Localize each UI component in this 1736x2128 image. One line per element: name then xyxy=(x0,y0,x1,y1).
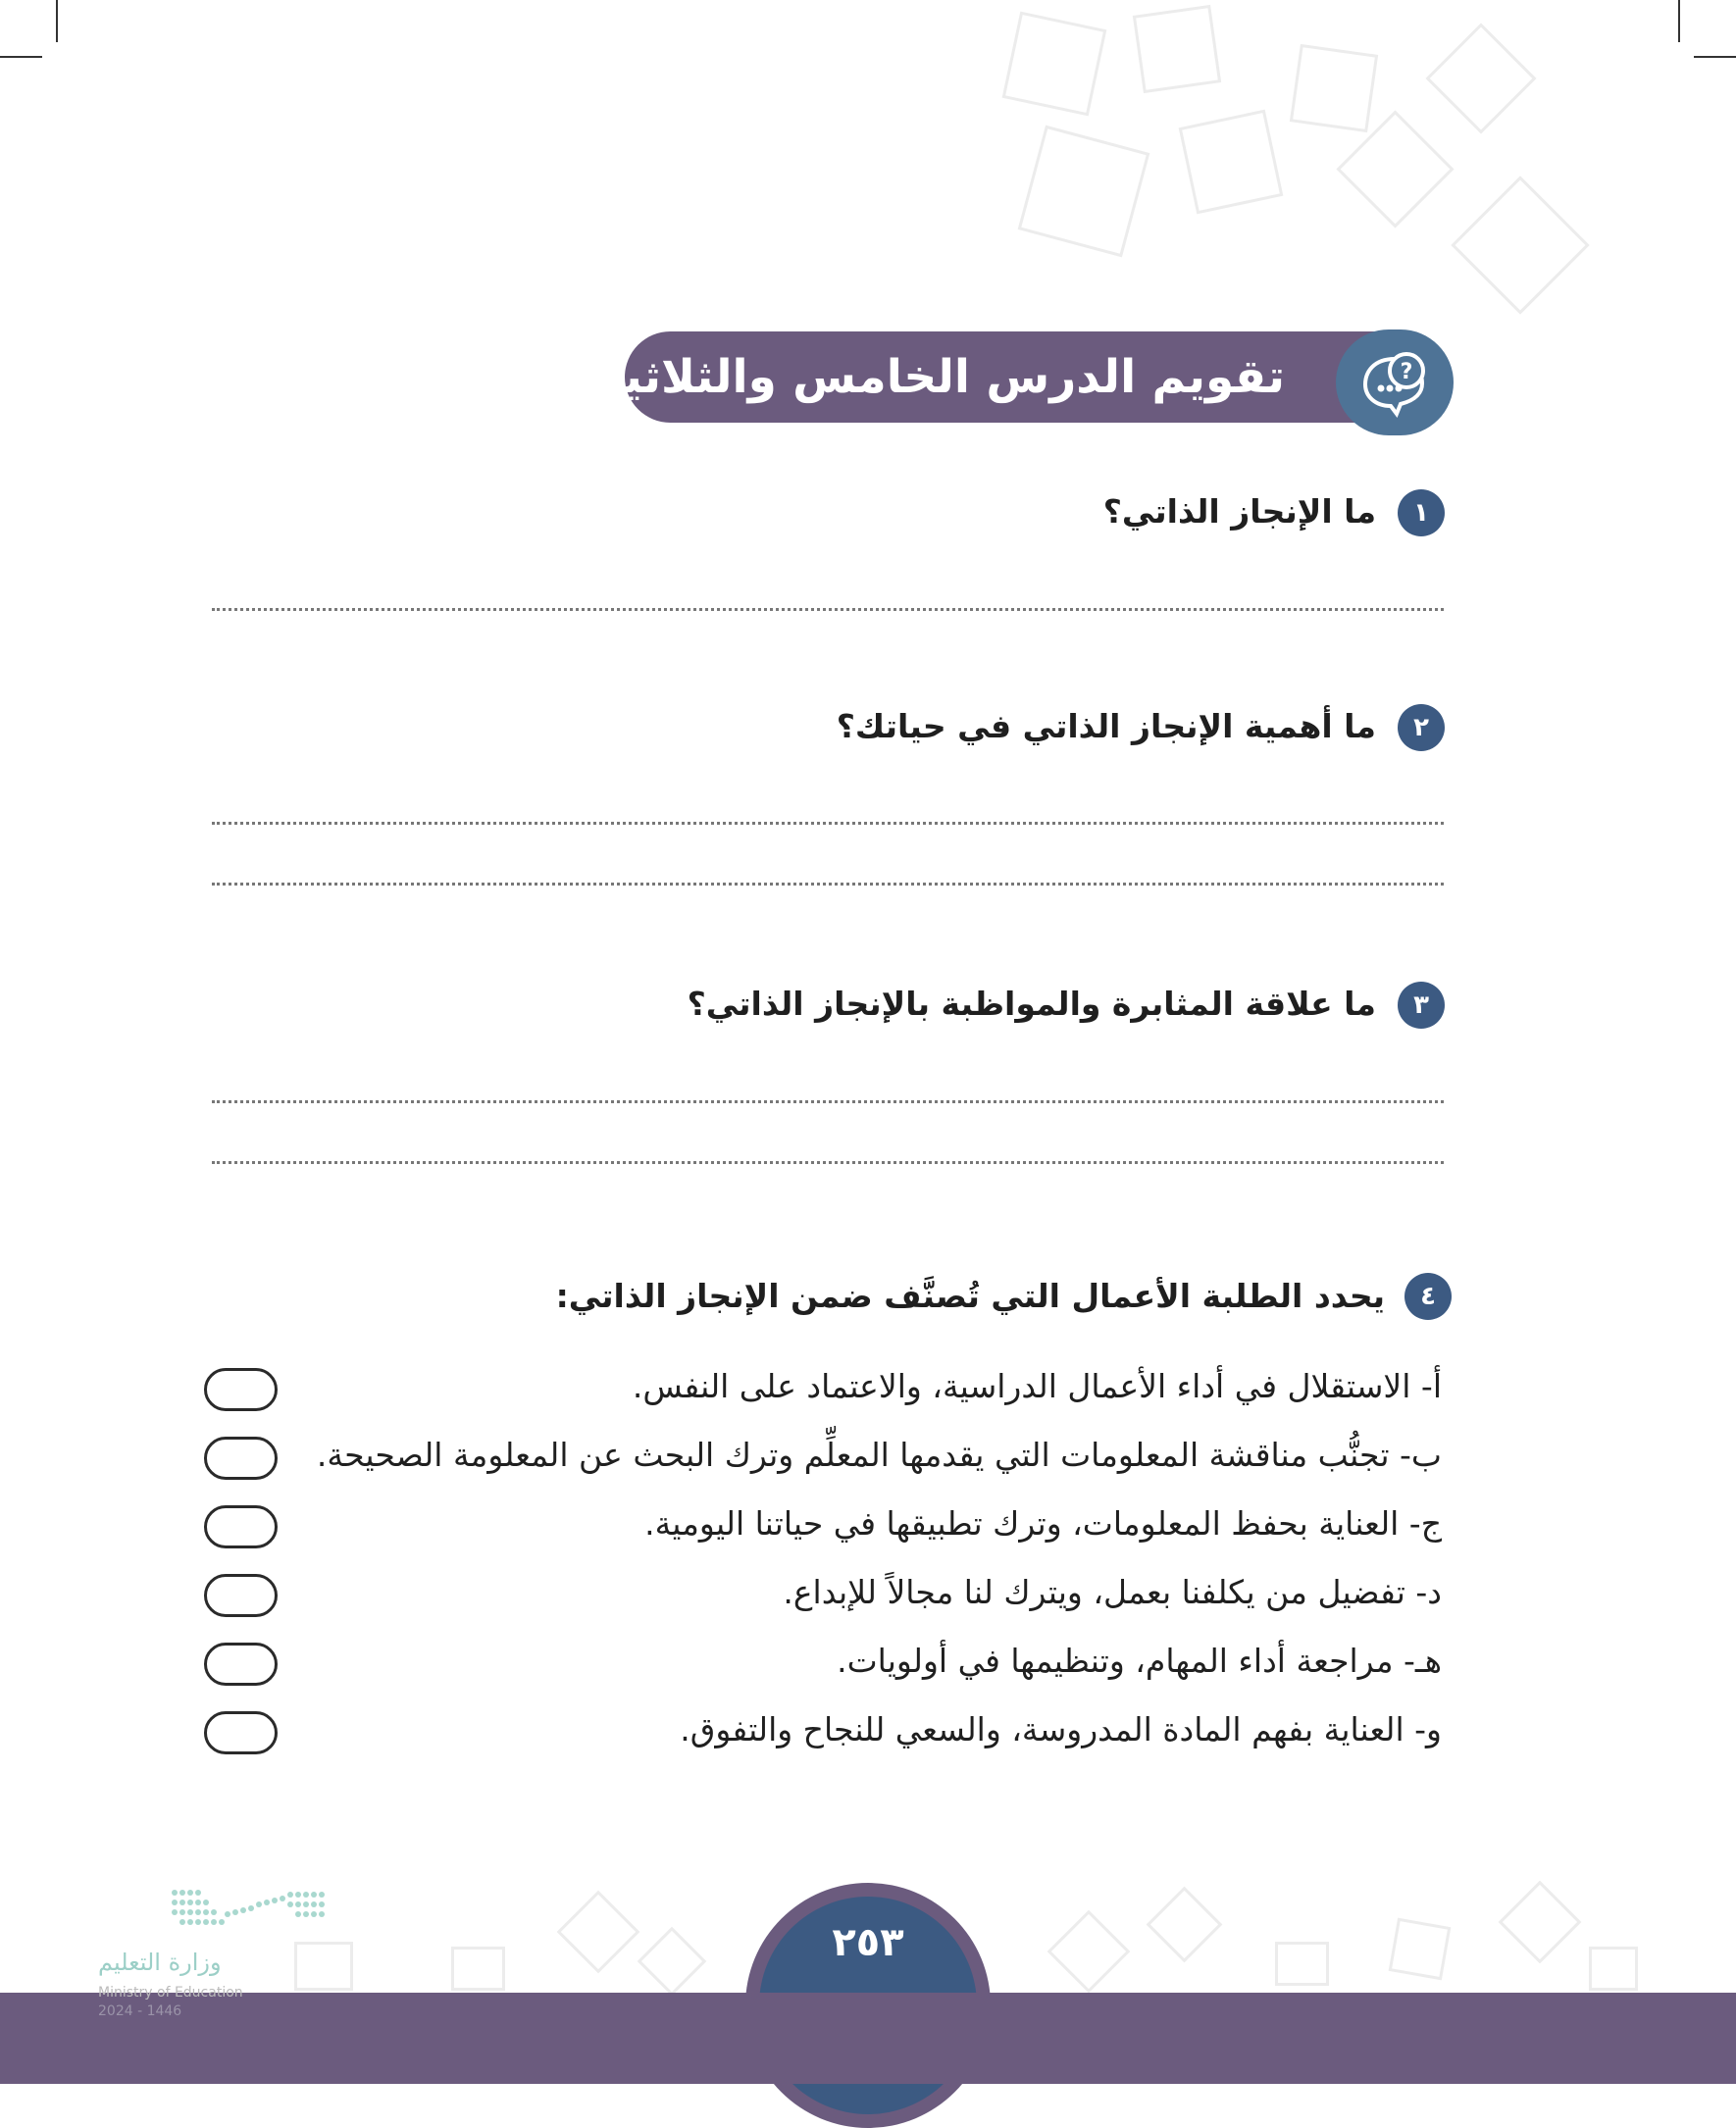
decorative-square xyxy=(1275,1942,1329,1986)
decorative-square xyxy=(1425,23,1536,133)
question-text: ما الإنجاز الذاتي؟ xyxy=(1102,492,1376,531)
question-text: ما أهمية الإنجاز الذاتي في حياتك؟ xyxy=(836,707,1376,745)
crop-mark xyxy=(56,0,58,42)
answer-line[interactable] xyxy=(212,883,1444,886)
crop-mark xyxy=(1678,0,1680,42)
answer-box[interactable] xyxy=(204,1574,278,1617)
edition-year: 2024 - 1446 xyxy=(98,2003,182,2019)
answer-box[interactable] xyxy=(204,1505,278,1548)
question-number-badge: ٤ xyxy=(1404,1273,1452,1320)
decorative-square xyxy=(451,1947,505,1991)
svg-text:?: ? xyxy=(1400,360,1413,384)
decorative-square xyxy=(1290,44,1378,132)
page-title: تقويم الدرس الخامس والثلاثين xyxy=(583,350,1285,404)
crop-mark xyxy=(1694,56,1736,58)
answer-line[interactable] xyxy=(212,1100,1444,1103)
page-number: ٢٥٣ xyxy=(832,1920,904,1965)
question-number-badge: ٢ xyxy=(1398,704,1445,751)
answer-line[interactable] xyxy=(212,608,1444,611)
decorative-square xyxy=(1133,5,1221,93)
ministry-name-en: Ministry of Education xyxy=(98,1985,243,2001)
decorative-square xyxy=(1451,176,1589,314)
decorative-square xyxy=(1147,1887,1223,1963)
decorative-square xyxy=(1018,126,1150,258)
option-item-dal: د- تفضيل من يكلفنا بعمل، ويترك لنا مجالاً للإبداع. xyxy=(783,1573,1442,1611)
decorative-square xyxy=(1047,1910,1131,1994)
question-number-badge: ٣ xyxy=(1398,982,1445,1029)
decorative-square xyxy=(294,1942,353,1991)
answer-box[interactable] xyxy=(204,1437,278,1480)
answer-line[interactable] xyxy=(212,822,1444,825)
decorative-square xyxy=(1179,110,1284,215)
answer-box[interactable] xyxy=(204,1368,278,1411)
speech-bubble-question-icon xyxy=(1336,329,1454,435)
answer-box[interactable] xyxy=(204,1643,278,1686)
decorative-square xyxy=(557,1891,640,1974)
decorative-square xyxy=(1002,12,1107,117)
ministry-logo-icon xyxy=(169,1885,326,1934)
decorative-square xyxy=(1389,1918,1452,1981)
footer-bar xyxy=(0,1993,1736,2084)
question-number-badge: ١ xyxy=(1398,489,1445,536)
ministry-name-ar: وزارة التعليم xyxy=(98,1949,222,1976)
decorative-square xyxy=(638,1927,707,1997)
option-item-ha: هـ- مراجعة أداء المهام، وتنظيمها في أولويات. xyxy=(837,1642,1442,1680)
option-item-alef: أ- الاستقلال في أداء الأعمال الدراسية، والاعتماد على النفس. xyxy=(632,1367,1442,1405)
answer-box[interactable] xyxy=(204,1711,278,1754)
option-item-ba: ب- تجنُّب مناقشة المعلومات التي يقدمها المعلِّم وترك البحث عن المعلومة الصحيحة. xyxy=(316,1436,1442,1474)
decorative-square xyxy=(1499,1881,1582,1964)
question-text: ما علاقة المثابرة والمواظبة بالإنجاز الذاتي؟ xyxy=(687,985,1376,1023)
option-item-jim: ج- العناية بحفظ المعلومات، وترك تطبيقها في حياتنا اليومية. xyxy=(644,1504,1442,1543)
answer-line[interactable] xyxy=(212,1161,1444,1164)
option-item-waw: و- العناية بفهم المادة المدروسة، والسعي للنجاح والتفوق. xyxy=(680,1710,1442,1748)
crop-mark xyxy=(0,56,42,58)
decorative-square xyxy=(1589,1947,1638,1991)
question-text: يحدد الطلبة الأعمال التي تُصنَّف ضمن الإنجاز الذاتي: xyxy=(555,1277,1385,1315)
